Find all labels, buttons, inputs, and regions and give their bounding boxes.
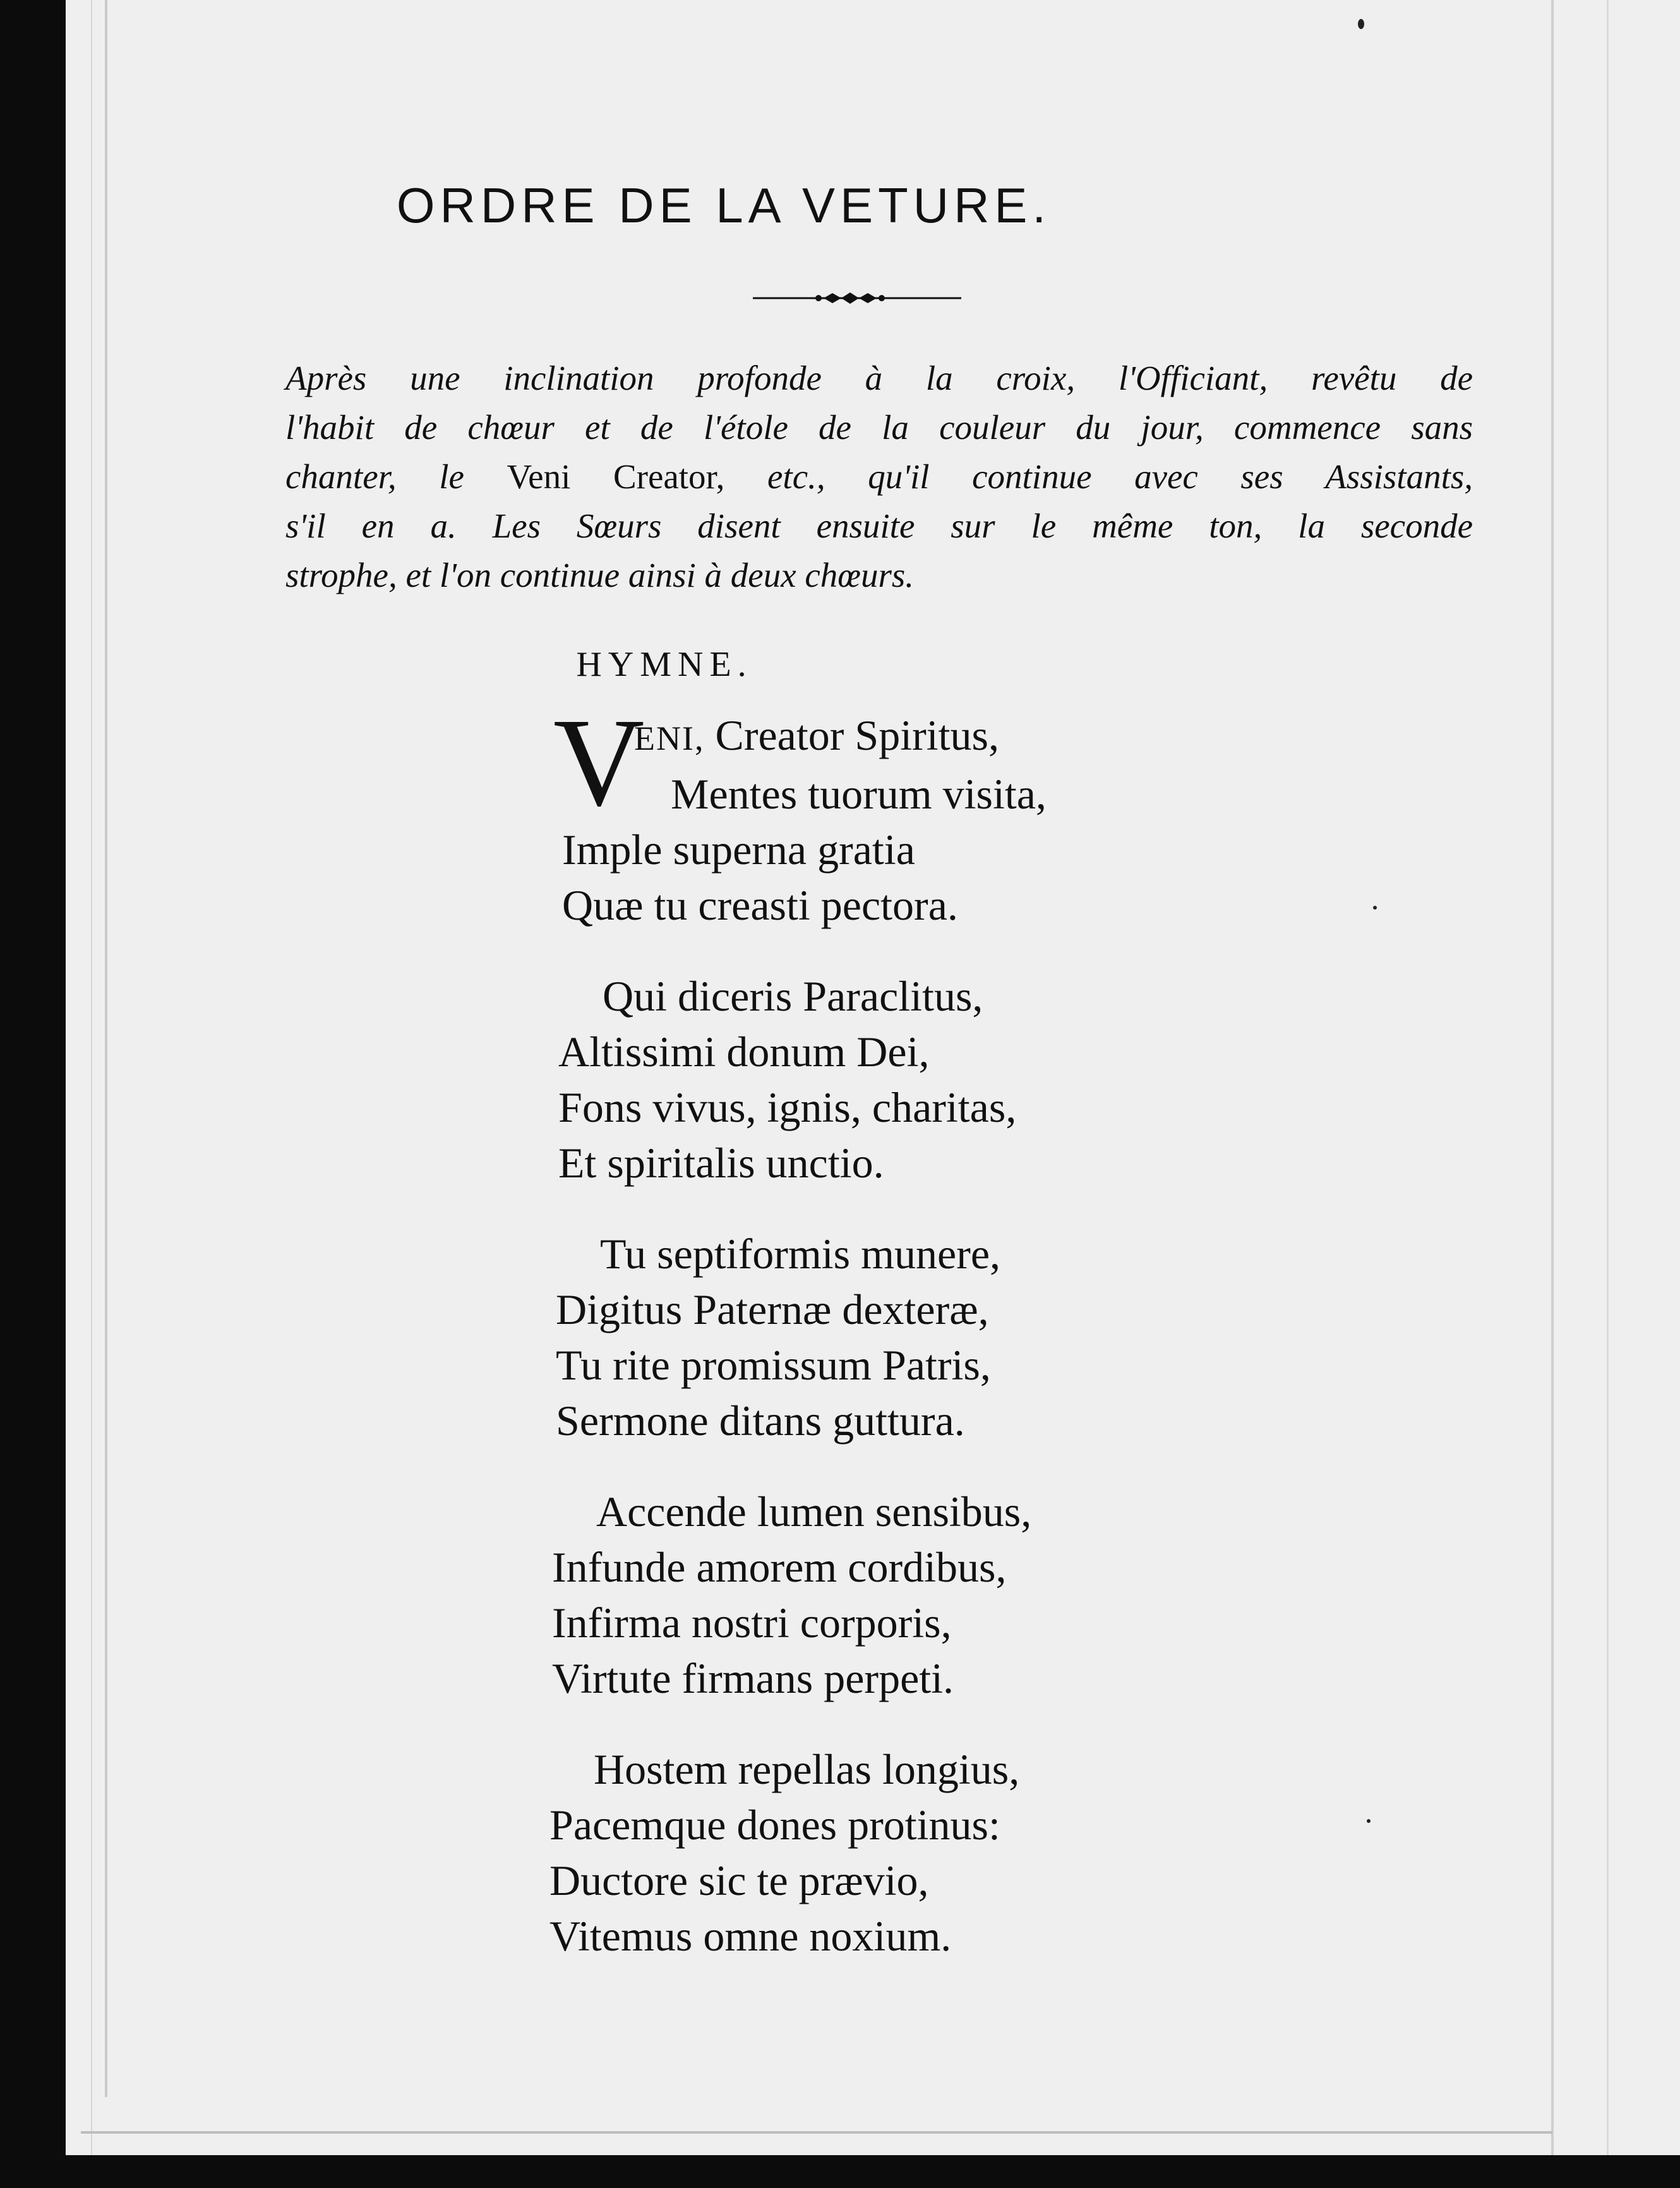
stanza-5 <box>66 1741 1680 1964</box>
rubric-instructions <box>285 354 1473 600</box>
ornament-divider <box>753 286 961 311</box>
verse-line: Ductore sic te prævio, <box>549 1856 929 1904</box>
verse-line: Altissimi donum Dei, <box>558 1028 930 1076</box>
verse-line: Imple superna gratia <box>562 826 915 874</box>
ink-speck <box>1358 19 1364 29</box>
verse-line: Et spiritalis unctio. <box>558 1139 884 1187</box>
stanza-4 <box>66 1484 1680 1706</box>
verse-line <box>66 707 1680 766</box>
rubric-text: chanter, le <box>285 457 464 496</box>
verse-line: Fons vivus, ignis, charitas, <box>558 1083 1017 1131</box>
page-bottom-edge <box>81 2131 1552 2134</box>
verse-line: Pacemque dones protinus: <box>549 1801 1000 1849</box>
verse-line: Sermone ditans guttura. <box>556 1397 965 1445</box>
verse-line: Qui diceris Paraclitus, <box>603 972 983 1020</box>
book-page <box>66 0 1680 2155</box>
scan-left-border <box>0 0 66 2188</box>
verse-line: Infirma nostri corporis, <box>552 1599 952 1647</box>
rubric-line: strophe, et l'on continue ainsi à deux chœurs. <box>285 556 915 594</box>
page-title: ORDRE DE LA VETURE. <box>396 177 1052 233</box>
stanza-3 <box>66 1226 1680 1448</box>
hymn-text <box>66 693 1680 1999</box>
verse-line: Accende lumen sensibus, <box>596 1488 1032 1536</box>
drop-cap: V <box>553 693 645 833</box>
rubric-line: l'habit de chœur et de l'étole de la couleur du jour, commence sans <box>285 408 1473 447</box>
verse-line: Vitemus omne noxium. <box>549 1912 952 1960</box>
verse-text: Creator Spiritus, <box>715 711 999 759</box>
rubric-hymn-title: Veni Creator, <box>507 457 725 496</box>
hymn-heading: HYMNE. <box>576 645 753 684</box>
rubric-text: etc., qu'il continue avec ses Assistants, <box>767 457 1473 496</box>
rubric-line: Après une inclination profonde à la croix, l'Officiant, revêtu de <box>285 359 1473 397</box>
verse-line: Tu rite promissum Patris, <box>556 1341 991 1389</box>
verse-line: Virtute firmans perpeti. <box>552 1654 954 1702</box>
stanza-2 <box>66 968 1680 1191</box>
verse-line: Hostem repellas longius, <box>594 1745 1020 1793</box>
verse-small-caps: ENI, <box>634 719 705 757</box>
rubric-line <box>285 452 1473 502</box>
verse-line: Quæ tu creasti pectora. <box>562 881 958 929</box>
verse-line: Infunde amorem cordibus, <box>552 1543 1007 1591</box>
verse-line: Mentes tuorum visita, <box>671 770 1047 818</box>
scan-bottom-border <box>0 2155 1680 2188</box>
verse-line: Digitus Paternæ dexteræ, <box>556 1285 989 1333</box>
stanza-1 <box>66 693 1680 933</box>
rubric-line: s'il en a. Les Sœurs disent ensuite sur le même ton, la seconde <box>285 507 1473 545</box>
verse-line: Tu septiformis munere, <box>600 1230 1001 1278</box>
